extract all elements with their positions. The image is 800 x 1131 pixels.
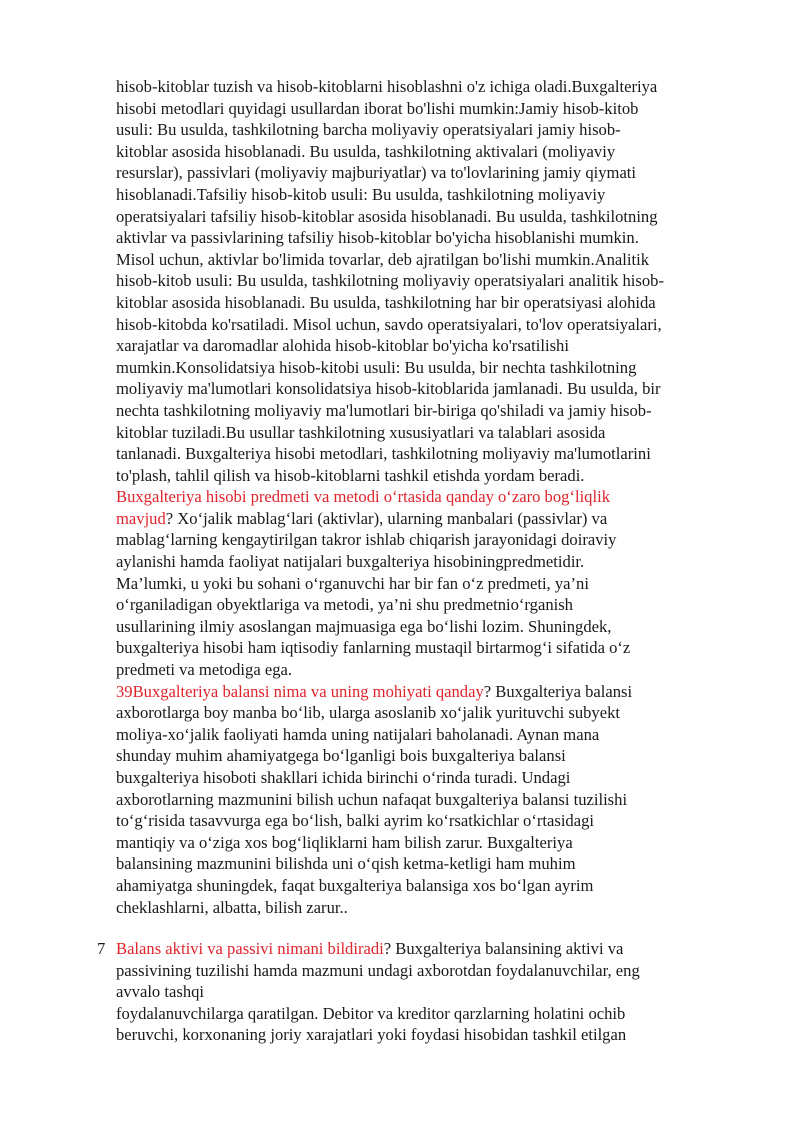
- text-line: Misol uchun, aktivlar bo'limida tovarlar, deb ajratilgan bo'lishi mumkin.Analitik: [116, 249, 649, 269]
- answer-text: ? Buxgalteriya balansi: [483, 681, 633, 701]
- text-line: kitoblar asosida hisoblanadi. Bu usulda, tashkilotning aktivalari (moliyaviy: [116, 141, 616, 161]
- text-line: cheklashlarni, albatta, bilish zarur..: [116, 897, 348, 917]
- question-title-red: Buxgalteriya hisobi predmeti va metodi o‘rtasida qanday o‘zaro bog‘liqlik: [116, 487, 610, 507]
- text-line: avvalo tashqi: [116, 982, 205, 1002]
- text-line: aktivlar va passivlarining tafsiliy hisob-kitoblar bo'yicha hisoblanishi mumkin.: [116, 228, 639, 248]
- text-line: to'plash, tahlil qilish va hisob-kitoblarni tashkil etishda yordam beradi.: [116, 465, 585, 485]
- text-line: o‘rganiladigan obyektlariga va metodi, ya’ni shu predmetnio‘rganish: [116, 595, 573, 615]
- text-line: resurslar), passivlari (moliyaviy majburiyatlar) va to'lovlarining jamiy qiymati: [116, 163, 637, 183]
- text-line: buxgalteriya hisobi ham iqtisodiy fanlarning mustaqil birtarmog‘i sifatida o‘z: [116, 638, 631, 658]
- text-line: axborotlarga boy manba bo‘lib, ularga asoslanib xo‘jalik yurituvchi subyekt: [116, 703, 621, 723]
- text-line: nechta tashkilotning moliyaviy ma'lumotlari bir-biriga qo'shiladi va jamiy hisob-: [116, 400, 652, 420]
- list-number: 7: [97, 939, 106, 958]
- text-line: passivining tuzilishi hamda mazmuni undagi axborotdan foydalanuvchilar, eng: [116, 960, 640, 980]
- text-line: predmeti va metodiga ega.: [116, 660, 293, 680]
- answer-text: ? Buxgalteriya balansining aktivi va: [383, 939, 624, 958]
- text-line: hisob-kitoblar tuzish va hisob-kitoblarni hisoblashni o'z ichiga oladi.Buxgalteriya: [116, 77, 658, 96]
- text-line: hisob-kitob usuli: Bu usulda, tashkilotning moliyaviy operatsiyalari analitik hisob-: [116, 271, 664, 291]
- question-heading: [116, 938, 640, 960]
- text-line: usullarining ilmiy asoslangan majmuasiga ega bo‘lishi lozim. Shuningdek,: [116, 616, 612, 636]
- text-line: moliyaviy ma'lumotlari konsolidatsiya hisob-kitoblarida jamlanadi. Bu usulda, bir: [116, 379, 661, 399]
- text-line: hisobi metodlari quyidagi usullardan iborat bo'lishi mumkin:Jamiy hisob-kitob: [116, 98, 639, 118]
- text-line: shunday muhim ahamiyatgega bo‘lganligi bois buxgalteriya balansi: [116, 746, 566, 766]
- question-title-red: mavjud: [116, 508, 166, 528]
- question-title-red: 39Buxgalteriya balansi nima va uning mohiyati qanday: [116, 681, 484, 701]
- text-line: usuli: Bu usulda, tashkilotning barcha moliyaviy operatsiyalari jamiy hisob-: [116, 120, 621, 140]
- text-line: axborotlarning mazmunini bilish uchun nafaqat buxgalteriya balansi tuzilishi: [116, 789, 628, 809]
- text-line: kitoblar tuziladi.Bu usullar tashkilotning xususiyatlari va talablari asosida: [116, 422, 606, 442]
- text-line: tanlanadi. Buxgalteriya hisobi metodlari, tashkilotning moliyaviy ma'lumotlarini: [116, 444, 651, 464]
- text-line: hisoblanadi.Tafsiliy hisob-kitob usuli: Bu usulda, tashkilotning moliyaviy: [116, 184, 606, 204]
- question-block-balance: [116, 938, 640, 1046]
- text-line: mablag‘larning kengaytirilgan takror ishlab chiqarish jarayonidagi doiraviy: [116, 530, 617, 550]
- text-line: operatsiyalari tafsiliy hisob-kitoblar asosida hisoblanadi. Bu usulda, tashkilotning: [116, 206, 658, 226]
- question-title-red: Balans aktivi va passivi nimani bildiradi: [116, 939, 384, 958]
- answer-text: ? Xo‘jalik mablag‘lari (aktivlar), ularning manbalari (passivlar) va: [165, 508, 608, 528]
- text-line: kitoblar asosida hisoblanadi. Bu usulda, tashkilotning har bir operatsiyasi alohida: [116, 292, 656, 312]
- text-line: mumkin.Konsolidatsiya hisob-kitobi usuli: Bu usulda, bir nechta tashkilotning: [116, 357, 637, 377]
- text-line: xarajatlar va daromadlar alohida hisob-kitoblar bo'yicha ko'rsatilishi: [116, 336, 569, 356]
- text-line: ahamiyatga shuningdek, faqat buxgalteriya balansiga xos bo‘lgan ayrim: [116, 875, 594, 895]
- text-line: buxgalteriya hisoboti shakllari ichida birinchi o‘rinda turadi. Undagi: [116, 768, 571, 787]
- question-heading: [116, 681, 664, 703]
- question-heading-cont: [116, 508, 664, 530]
- text-line: moliya-xo‘jalik faoliyati hamda uning natijalari baholanadi. Aynan mana: [116, 724, 600, 744]
- text-line: mantiqiy va o‘ziga xos bog‘liqliklarni ham bilish zarur. Buxgalteriya: [116, 832, 573, 852]
- text-line: to‘g‘risida tasavvurga ega bo‘lish, balki ayrim ko‘rsatkichlar o‘rtasidagi: [116, 811, 595, 831]
- text-line: hisob-kitobda ko'rsatiladi. Misol uchun, savdo operatsiyalari, to'lov operatsiyalari,: [116, 314, 662, 334]
- text-line: foydalanuvchilarga qaratilgan. Debitor va kreditor qarzlarning holatini ochib: [116, 1003, 626, 1023]
- text-line: balansining mazmunini bilishda uni o‘qish ketma-ketligi ham muhim: [116, 854, 576, 874]
- question-heading: [116, 486, 664, 508]
- paragraph-methods: [116, 76, 664, 918]
- text-line: beruvchi, korxonaning joriy xarajatlari yoki foydasi hisobidan tashkil etilgan: [116, 1025, 627, 1045]
- text-line: aylanishi hamda faoliyat natijalari buxgalteriya hisobiningpredmetidir.: [116, 552, 585, 572]
- text-line: Ma’lumki, u yoki bu sohani o‘rganuvchi har bir fan o‘z predmeti, ya’ni: [116, 573, 589, 593]
